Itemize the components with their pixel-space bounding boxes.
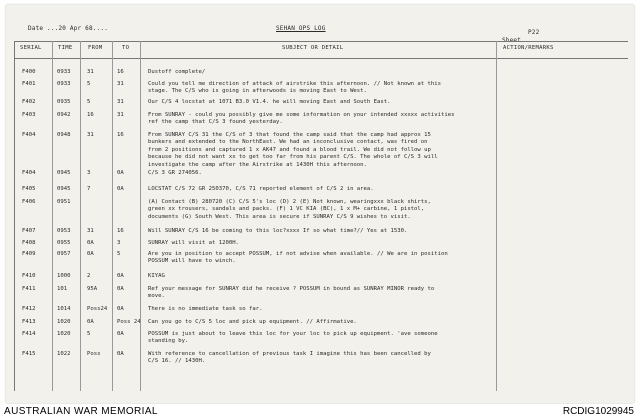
row-detail [148, 112, 454, 127]
row-time: 0948 [57, 132, 71, 138]
row-detail-line: from 2 positions and captured 1 x AK47 and found a blood trail. We did not follow up [148, 146, 431, 153]
row-time: 1014 [57, 306, 71, 312]
row-to: 0A [117, 286, 124, 292]
archive-reference: RCDIG1029945 [562, 406, 634, 417]
row-serial: F403 [22, 112, 36, 118]
row-from: 0A [87, 251, 94, 257]
row-time: 1020 [57, 319, 71, 325]
row-to: Poss 24 [117, 319, 141, 325]
row-detail [148, 251, 448, 266]
row-from: Poss24 [87, 306, 108, 312]
column-header-to: TO [122, 45, 130, 51]
row-detail-line: POSSUM will have to winch. [148, 258, 236, 265]
row-serial: F413 [22, 319, 36, 325]
row-detail-line: LOCSTAT C/S 72 GR 250370, C/S 71 reported element of C/S 2 in area. [148, 186, 374, 192]
row-from: 2 [87, 273, 91, 279]
sheet-number: Sheet....... [502, 37, 548, 44]
row-from: 0A [87, 319, 94, 325]
table-top-rule [14, 41, 628, 42]
row-from: 31 [87, 228, 94, 234]
row-detail-line: Will SUNRAY C/S 16 be coming to this loc?xxxx If so what time?// Yes at 1530. [148, 228, 408, 234]
row-to: 0A [117, 273, 124, 279]
column-divider [496, 41, 497, 391]
row-detail-line: documents (G) South West. This area is secure if SUNRAY C/S 9 wishes to visit. [148, 213, 411, 220]
row-detail-line: SUNRAY will visit at 1200H. [148, 240, 239, 246]
row-from: 3 [87, 170, 91, 176]
row-time: 0942 [57, 112, 71, 118]
row-from: 16 [87, 112, 94, 118]
row-time: 0953 [57, 228, 71, 234]
row-detail-line: From SUNRAY - could you possibly give me some information on your intended xxxxx activities [148, 112, 455, 118]
row-detail [148, 199, 431, 221]
row-detail-line: With reference to cancellation of previous task I imagine this has been cancelled by [148, 351, 431, 357]
row-serial: F406 [22, 199, 36, 205]
row-detail [148, 186, 374, 193]
row-detail [148, 132, 438, 169]
row-serial: F404 [22, 132, 36, 138]
row-detail-line: POSSUM is just about to leave this loc for your loc to pick up equipment. 'ave someone [148, 331, 438, 337]
row-detail-line: ref the camp that C/S 3 found yesterday. [148, 119, 283, 126]
row-from: 31 [87, 69, 94, 75]
row-detail-line: Are you in position to accept POSSUM, if not advise when available. // We are in position [148, 251, 448, 257]
row-serial: F411 [22, 286, 36, 292]
row-to: 16 [117, 69, 124, 75]
row-detail-line: KIYAG [148, 273, 165, 279]
row-from: 7 [87, 186, 91, 192]
row-detail-line: Dustoff complete/ [148, 69, 206, 75]
row-detail-line: From SUNRAY C/S 31 the C/S of 3 that found the camp said that the camp had approx 15 [148, 132, 431, 138]
column-header-serial: SERIAL [20, 45, 42, 51]
log-title: SEHAN OPS LOG [276, 25, 326, 32]
row-detail [148, 228, 407, 235]
row-serial: F412 [22, 306, 36, 312]
row-detail [148, 240, 239, 247]
column-divider [140, 41, 141, 391]
row-detail-line: C/S 16. // 1430H. [148, 358, 206, 365]
row-to: 31 [117, 81, 124, 87]
row-to: 5 [117, 251, 121, 257]
row-from: 5 [87, 81, 91, 87]
row-detail-line: Ref your message for SUNRAY did he receive ? POSSUM in bound as SUNRAY MINOR ready to [148, 286, 435, 292]
archive-footer [0, 404, 640, 420]
row-detail [148, 286, 434, 301]
row-detail [148, 81, 441, 96]
row-to: 16 [117, 132, 124, 138]
row-serial: F401 [22, 81, 36, 87]
row-serial: F409 [22, 251, 36, 257]
column-divider [112, 41, 113, 391]
page-number: P22 [528, 29, 540, 36]
row-to: 3 [117, 240, 121, 246]
row-detail-line: There is no immediate task so far. [148, 306, 263, 312]
row-to: 0A [117, 331, 124, 337]
row-time: 0933 [57, 81, 71, 87]
row-detail-line: stage. The C/S who is going in afterwoods is moving East to West. [148, 88, 367, 95]
row-time: 0957 [57, 251, 71, 257]
row-serial: F408 [22, 240, 36, 246]
row-time: 1000 [57, 273, 71, 279]
row-from: Poss [87, 351, 101, 357]
row-detail-line: because he did not want xx to get too far from his parent C/S. The whole of C/S 3 will [148, 154, 438, 161]
row-from: 5 [87, 331, 91, 337]
row-from: 0A [87, 240, 94, 246]
row-serial: F405 [22, 186, 36, 192]
row-detail [148, 273, 165, 280]
column-header-from: FROM [88, 45, 103, 51]
column-divider [80, 41, 81, 391]
row-time: 1022 [57, 351, 71, 357]
row-time: 101 [57, 286, 68, 292]
row-detail [148, 69, 205, 76]
row-serial: F402 [22, 99, 36, 105]
row-from: 95A [87, 286, 98, 292]
row-to: 31 [117, 112, 124, 118]
column-divider [52, 41, 53, 391]
row-time: 0945 [57, 170, 71, 176]
row-to: 16 [117, 228, 124, 234]
row-time: 1020 [57, 331, 71, 337]
row-detail-line: move. [148, 293, 165, 300]
row-detail-line: Can you go to C/S 5 loc and pick up equipment. // Affirmative. [148, 319, 357, 325]
row-detail-line: (A) Contact (B) 280720 (C) C/S 5's loc (D) 2 (E) Not known, wearingxxx black shirts, [148, 199, 431, 205]
row-serial: F415 [22, 351, 36, 357]
row-detail [148, 319, 357, 326]
row-serial: F400 [22, 69, 36, 75]
column-header-subject: SUBJECT OR DETAIL [282, 45, 344, 51]
row-to: 0A [117, 351, 124, 357]
row-time: 0945 [57, 186, 71, 192]
row-to: 31 [117, 99, 124, 105]
row-detail-line: Could you tell me direction of attack of airstrike this afternoon. // Not known at this [148, 81, 441, 87]
row-detail-line: standing by. [148, 338, 189, 345]
row-serial: F404 [22, 170, 36, 176]
column-header-time: TIME [58, 45, 73, 51]
row-detail [148, 170, 202, 177]
row-detail [148, 351, 431, 366]
table-header-rule [14, 58, 628, 59]
row-detail-line: investigate the camp after the Airstrike at 1430H this afternoon. [148, 161, 367, 168]
row-to: 0A [117, 306, 124, 312]
row-time: 0935 [57, 99, 71, 105]
archive-name: AUSTRALIAN WAR MEMORIAL [4, 406, 158, 417]
row-detail [148, 331, 438, 346]
row-detail-line: bunkers and extended to the NorthEast. We had an inconclusive contact, was fired on [148, 139, 428, 146]
row-time: 0951 [57, 199, 71, 205]
log-date: Date ...20 Apr 68.... [28, 25, 109, 32]
row-serial: F414 [22, 331, 36, 337]
row-detail-line: C/S 3 GR 274056. [148, 170, 202, 176]
row-from: 5 [87, 99, 91, 105]
row-detail [148, 99, 390, 106]
column-header-remarks: ACTION/REMARKS [503, 45, 554, 51]
row-detail [148, 306, 263, 313]
row-time: 0933 [57, 69, 71, 75]
row-to: 0A [117, 186, 124, 192]
row-detail-line: Our C/S 4 locstat at 1071 B3.0 V1.4. he will moving East and South East. [148, 99, 391, 105]
row-serial: F410 [22, 273, 36, 279]
row-to: 0A [117, 170, 124, 176]
row-time: 0955 [57, 240, 71, 246]
row-serial: F407 [22, 228, 36, 234]
row-detail-line: green xx trousers, sandals and packs. (F) 1 VC KIA (BC), 1 x M+ carbine, 1 pistol, [148, 206, 425, 213]
row-from: 31 [87, 132, 94, 138]
